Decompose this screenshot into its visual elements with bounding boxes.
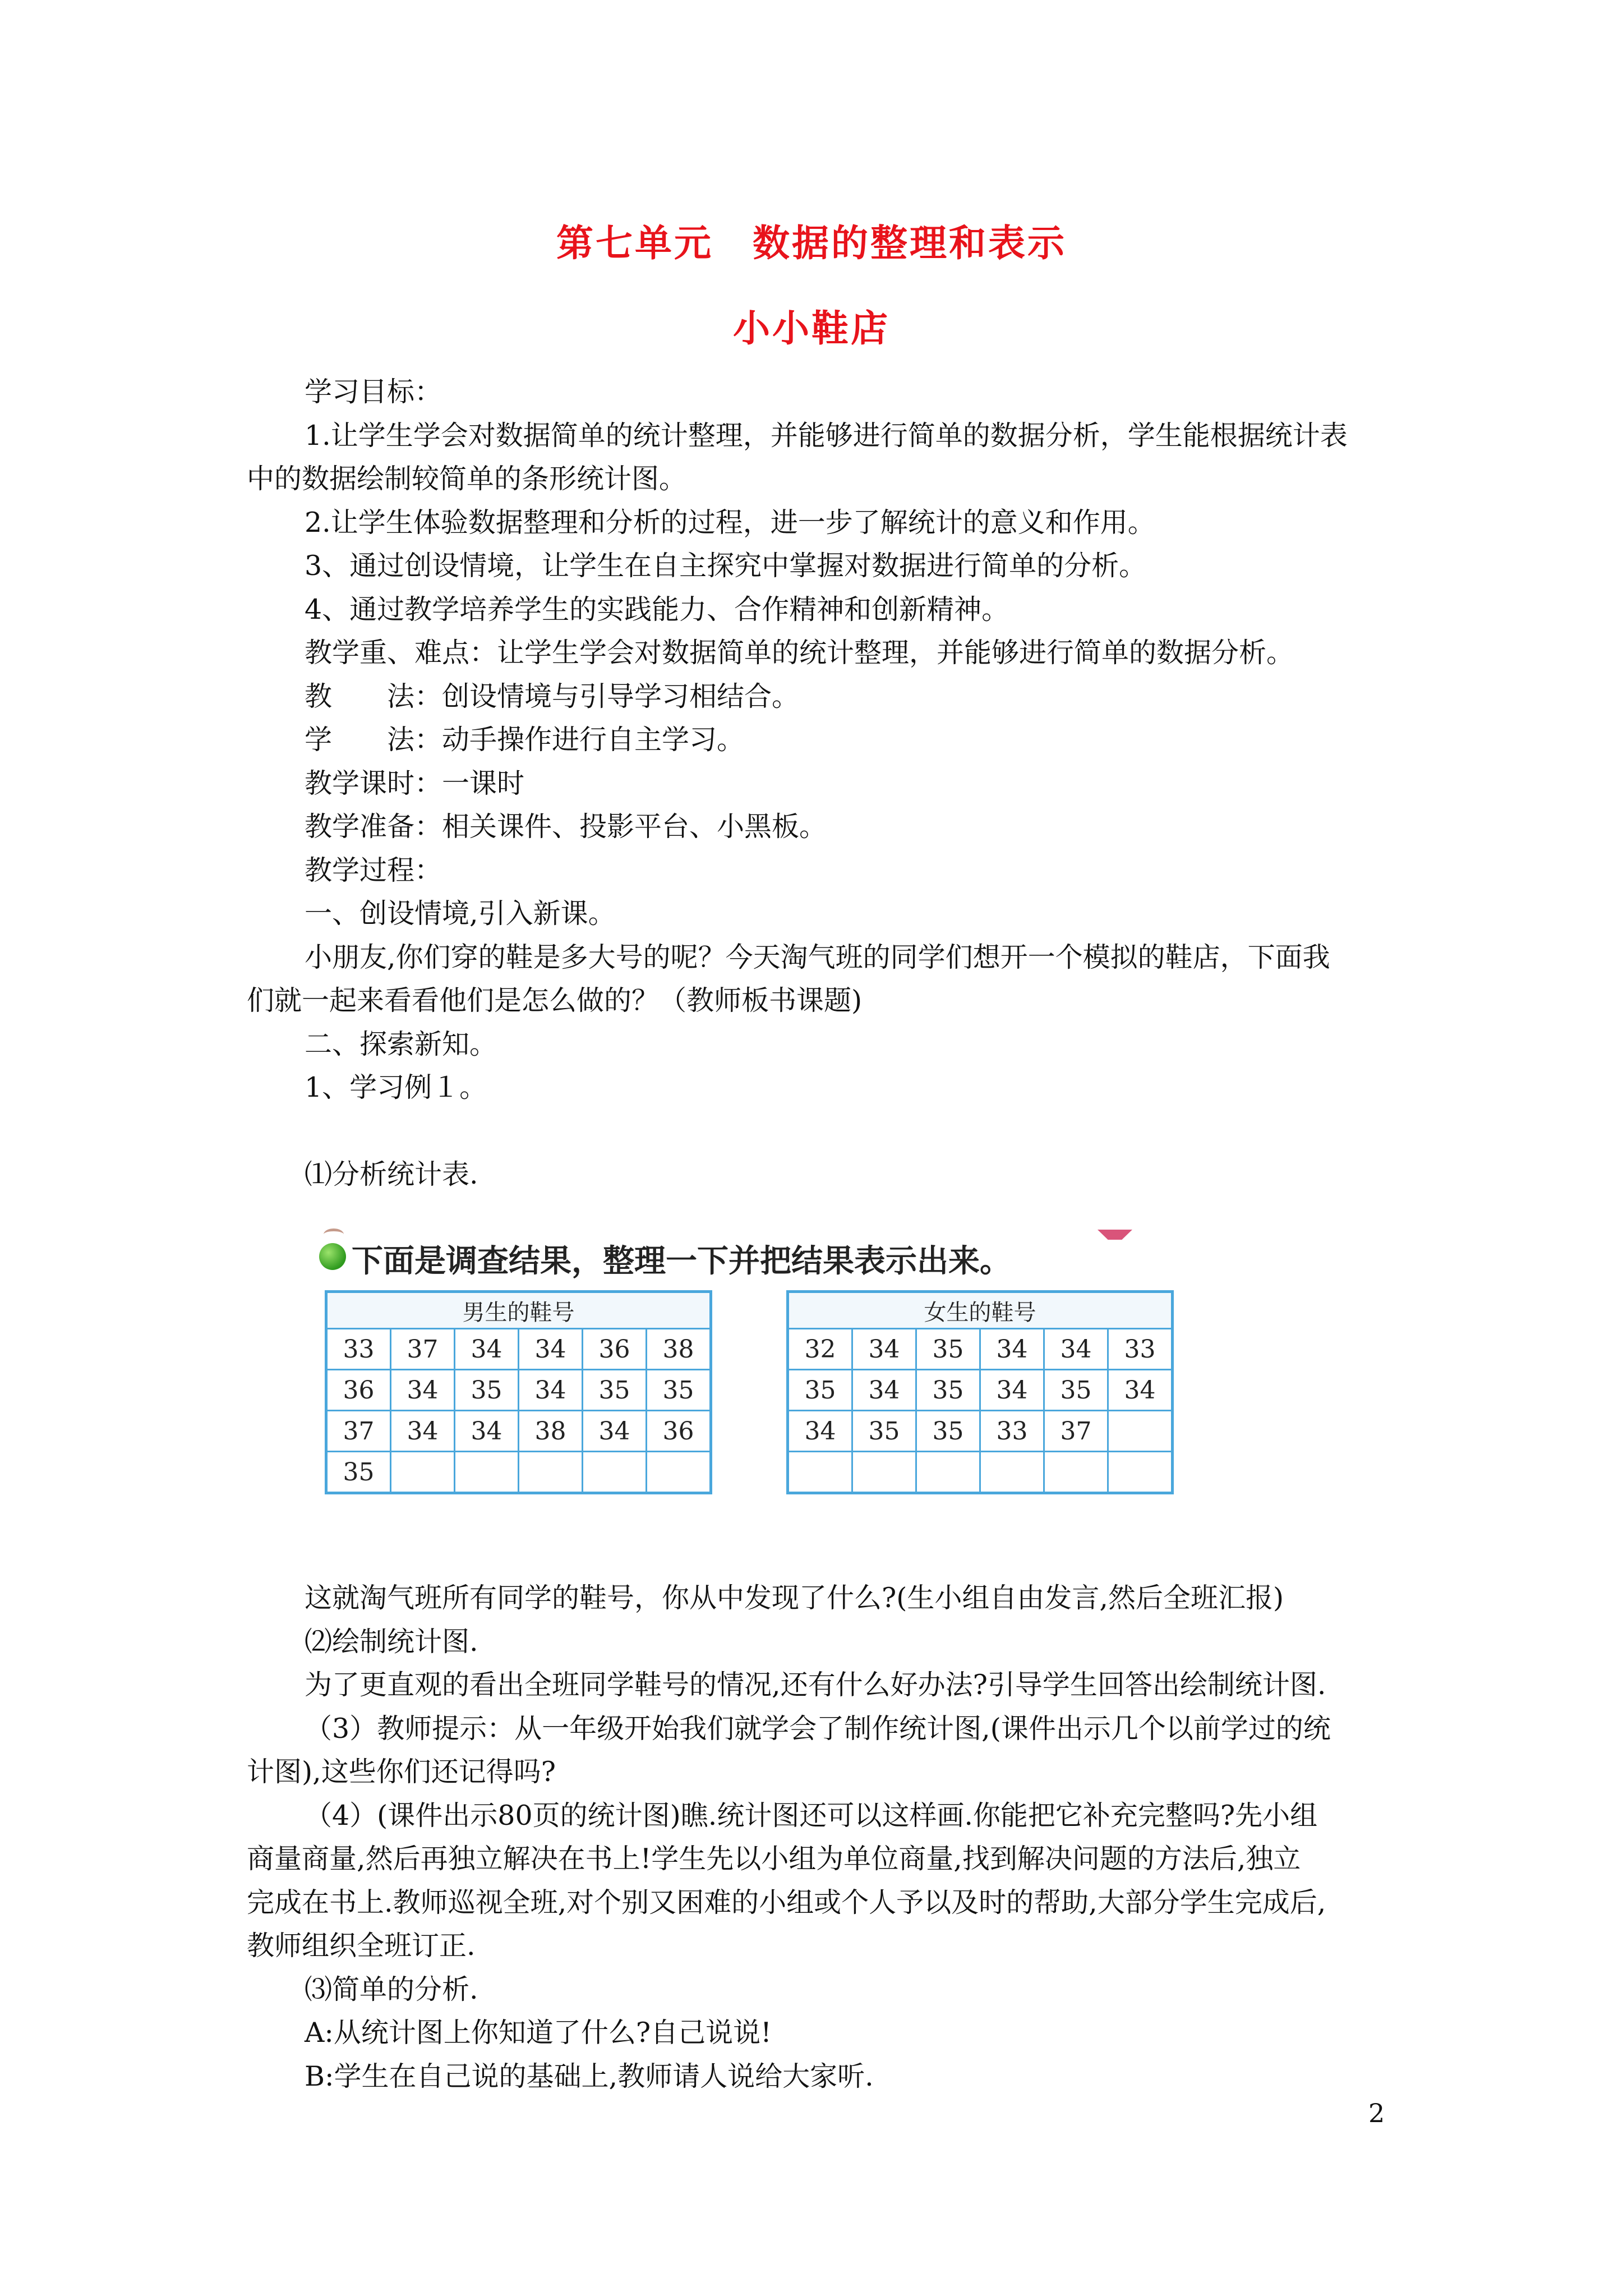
- paragraph: 3、通过创设情境，让学生在自主探究中掌握对数据进行简单的分析。: [305, 550, 1147, 582]
- table-cell: [1044, 1452, 1108, 1493]
- document-title: [0, 213, 1623, 266]
- paragraph: 为了更直观的看出全班同学鞋号的情况,还有什么好办法?引导学生回答出绘制统计图.: [305, 1669, 1326, 1701]
- survey-instruction: 下面是调查结果，整理一下并把结果表示出来。: [352, 1243, 1011, 1280]
- table-cell: 36: [326, 1370, 391, 1411]
- table-row: [788, 1411, 1173, 1452]
- paragraph: 小朋友,你们穿的鞋是多大号的呢？今天淘气班的同学们想开一个模拟的鞋店，下面我: [305, 941, 1330, 973]
- paragraph: 4、通过教学培养学生的实践能力、合作精神和创新精神。: [305, 593, 1009, 625]
- paragraph: 教学课时：一课时: [305, 767, 525, 799]
- table-cell: 37: [326, 1411, 391, 1452]
- table-title: 女生的鞋号: [788, 1292, 1173, 1329]
- paragraph: 完成在书上.教师巡视全班,对个别又困难的小组或个人予以及时的帮助,大部分学生完成后,: [247, 1887, 1326, 1918]
- paragraph: 教学重、难点：让学生学会对数据简单的统计整理，并能够进行简单的数据分析。: [305, 637, 1294, 669]
- table-cell: 33: [980, 1411, 1044, 1452]
- table-cell: 35: [916, 1329, 980, 1370]
- table-cell: [1108, 1452, 1173, 1493]
- table-title: 男生的鞋号: [326, 1292, 711, 1329]
- green-dot-icon: [319, 1243, 346, 1270]
- table-cell: [916, 1452, 980, 1493]
- paragraph: 中的数据绘制较简单的条形统计图。: [247, 463, 687, 495]
- table-row: [326, 1411, 711, 1452]
- table-cell: 36: [647, 1411, 711, 1452]
- girls-shoe-size-table: [786, 1290, 1174, 1494]
- table-cell: 35: [1044, 1370, 1108, 1411]
- table-cell: 36: [583, 1329, 647, 1370]
- paragraph: （3）教师提示：从一年级开始我们就学会了制作统计图,(课件出示几个以前学过的统: [305, 1713, 1331, 1745]
- paragraph: 学 法：动手操作进行自主学习。: [305, 724, 745, 756]
- table-cell: 37: [1044, 1411, 1108, 1452]
- table-cell: 34: [519, 1329, 583, 1370]
- table-cell: 38: [519, 1411, 583, 1452]
- table-cell: 34: [455, 1329, 519, 1370]
- table-cell: 34: [852, 1329, 916, 1370]
- table-row: [326, 1329, 711, 1370]
- paragraph: 二、探索新知。: [305, 1028, 497, 1060]
- table-cell: 35: [916, 1411, 980, 1452]
- table-cell: 35: [852, 1411, 916, 1452]
- paragraph: 这就淘气班所有同学的鞋号，你从中发现了什么?(生小组自由发言,然后全班汇报): [305, 1582, 1284, 1614]
- table-cell: 32: [788, 1329, 852, 1370]
- table-cell: 33: [1108, 1329, 1173, 1370]
- survey-figure: [318, 1228, 1215, 1520]
- table-cell: [852, 1452, 916, 1493]
- table-cell: 34: [391, 1411, 455, 1452]
- paragraph: ⑶简单的分析.: [305, 1973, 478, 2005]
- table-cell: 34: [455, 1411, 519, 1452]
- paragraph: ⑴分析统计表.: [305, 1158, 478, 1190]
- table-cell: 34: [1108, 1370, 1173, 1411]
- table-cell: [583, 1452, 647, 1493]
- table-cell: [1108, 1411, 1173, 1452]
- table-cell: 34: [852, 1370, 916, 1411]
- paragraph: 教师组织全班订正.: [247, 1930, 476, 1962]
- paragraph: 教学准备：相关课件、投影平台、小黑板。: [305, 811, 827, 843]
- table-cell: 33: [326, 1329, 391, 1370]
- table-cell: 34: [1044, 1329, 1108, 1370]
- paragraph: ⑵绘制统计图.: [305, 1626, 478, 1658]
- survey-banner: [318, 1228, 1215, 1279]
- paragraph: 教学过程：: [305, 854, 442, 886]
- table-row: [788, 1370, 1173, 1411]
- unit-label: 第七单元: [556, 221, 713, 265]
- table-cell: 35: [455, 1370, 519, 1411]
- paragraph: 2.让学生体验数据整理和分析的过程，进一步了解统计的意义和作用。: [305, 507, 1155, 539]
- unit-topic: 数据的整理和表示: [753, 221, 1067, 265]
- table-cell: 37: [391, 1329, 455, 1370]
- table-cell: 35: [326, 1452, 391, 1493]
- table-cell: 35: [916, 1370, 980, 1411]
- table-cell: 35: [647, 1370, 711, 1411]
- table-cell: 34: [788, 1411, 852, 1452]
- lesson-title: 小小鞋店: [733, 306, 890, 350]
- table-cell: 38: [647, 1329, 711, 1370]
- paragraph: 们就一起来看看他们是怎么做的？（教师板书课题): [247, 984, 863, 1016]
- paragraph: 1、学习例１。: [305, 1071, 487, 1103]
- table-cell: 34: [391, 1370, 455, 1411]
- paragraph: B:学生在自己说的基础上,教师请人说给大家听.: [305, 2060, 874, 2092]
- paragraph: 计图),这些你们还记得吗?: [247, 1756, 556, 1788]
- table-cell: 34: [583, 1411, 647, 1452]
- paragraph: 一、创设情境,引入新课。: [305, 898, 616, 930]
- table-cell: [455, 1452, 519, 1493]
- paragraph: 教 法：创设情境与引导学习相结合。: [305, 680, 800, 712]
- table-cell: 34: [519, 1370, 583, 1411]
- sprig-decoration: [324, 1228, 344, 1240]
- paragraph: （4）(课件出示80页的统计图)瞧.统计图还可以这样画.你能把它补充完整吗?先小组: [305, 1800, 1318, 1832]
- table-cell: [647, 1452, 711, 1493]
- ribbon-decoration: [1098, 1230, 1132, 1240]
- page-number: 2: [1368, 2098, 1385, 2128]
- table-cell: 34: [980, 1370, 1044, 1411]
- boys-shoe-size-table: [325, 1290, 712, 1494]
- table-cell: 35: [788, 1370, 852, 1411]
- table-cell: [788, 1452, 852, 1493]
- paragraph: 1.让学生学会对数据简单的统计整理，并能够进行简单的数据分析，学生能根据统计表: [305, 420, 1348, 452]
- table-row: [326, 1452, 711, 1493]
- table-cell: [980, 1452, 1044, 1493]
- table-row: [788, 1452, 1173, 1493]
- table-row: [326, 1370, 711, 1411]
- table-row: [788, 1329, 1173, 1370]
- table-cell: [519, 1452, 583, 1493]
- table-cell: 34: [980, 1329, 1044, 1370]
- table-cell: 35: [583, 1370, 647, 1411]
- paragraph: A:从统计图上你知道了什么?自己说说!: [305, 2017, 772, 2049]
- table-cell: [391, 1452, 455, 1493]
- paragraph: 商量商量,然后再独立解决在书上!学生先以小组为单位商量,找到解决问题的方法后,独立: [247, 1843, 1301, 1875]
- paragraph: 学习目标：: [305, 376, 442, 408]
